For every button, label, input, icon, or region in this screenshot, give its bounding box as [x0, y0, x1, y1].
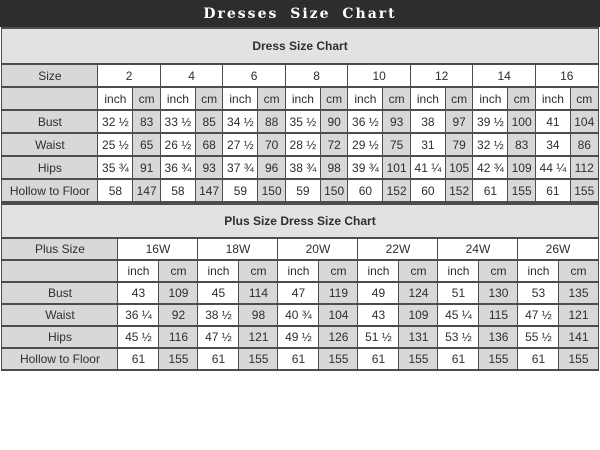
value-cell-inch: 38 [410, 110, 445, 133]
value-cell-inch: 44 ¼ [535, 156, 570, 179]
plus-size-dress-size-chart-table [1, 203, 598, 371]
value-cell-cm: 155 [559, 348, 598, 370]
value-cell-inch: 47 ½ [198, 326, 239, 348]
value-cell-inch: 26 ½ [160, 133, 195, 156]
value-cell-cm: 124 [399, 282, 438, 304]
unit-inch-cell: inch [410, 87, 445, 110]
value-cell-cm: 109 [508, 156, 536, 179]
value-cell-inch: 60 [348, 179, 383, 202]
value-cell-cm: 135 [559, 282, 598, 304]
value-cell-inch: 61 [358, 348, 399, 370]
table-title: Plus Size Dress Size Chart [2, 204, 598, 238]
size-header-cell: 2 [98, 64, 161, 87]
value-cell-cm: 155 [479, 348, 518, 370]
value-cell-cm: 130 [479, 282, 518, 304]
unit-cm-cell: cm [133, 87, 161, 110]
value-cell-cm: 100 [508, 110, 536, 133]
value-cell-cm: 93 [383, 110, 411, 133]
value-cell-cm: 115 [479, 304, 518, 326]
value-cell-inch: 61 [518, 348, 559, 370]
value-cell-cm: 90 [320, 110, 348, 133]
size-header-cell: 12 [410, 64, 473, 87]
value-cell-inch: 29 ½ [348, 133, 383, 156]
value-cell-inch: 34 [535, 133, 570, 156]
value-cell-inch: 47 [278, 282, 319, 304]
value-cell-inch: 61 [118, 348, 159, 370]
value-cell-inch: 32 ½ [473, 133, 508, 156]
value-cell-inch: 33 ½ [160, 110, 195, 133]
unit-inch-cell: inch [223, 87, 258, 110]
value-cell-inch: 43 [118, 282, 159, 304]
dress-size-chart-table [1, 27, 598, 203]
value-cell-cm: 88 [258, 110, 286, 133]
value-cell-inch: 49 [358, 282, 399, 304]
value-cell-cm: 79 [445, 133, 473, 156]
value-cell-inch: 34 ½ [223, 110, 258, 133]
size-header-cell: 4 [160, 64, 223, 87]
value-cell-inch: 43 [358, 304, 399, 326]
value-cell-inch: 39 ½ [473, 110, 508, 133]
unit-cm-cell: cm [570, 87, 598, 110]
value-cell-inch: 61 [438, 348, 479, 370]
value-cell-inch: 51 [438, 282, 479, 304]
value-cell-inch: 61 [535, 179, 570, 202]
value-cell-inch: 58 [160, 179, 195, 202]
measurement-row-label: Bust [2, 282, 118, 304]
value-cell-cm: 126 [319, 326, 358, 348]
unit-row-label [2, 87, 98, 110]
unit-inch-cell: inch [160, 87, 195, 110]
value-cell-cm: 93 [195, 156, 223, 179]
value-cell-inch: 31 [410, 133, 445, 156]
value-cell-inch: 36 ¾ [160, 156, 195, 179]
value-cell-cm: 155 [239, 348, 278, 370]
size-row-label: Plus Size [2, 238, 118, 260]
value-cell-cm: 147 [195, 179, 223, 202]
unit-inch-cell: inch [535, 87, 570, 110]
value-cell-inch: 47 ½ [518, 304, 559, 326]
unit-inch-cell: inch [518, 260, 559, 282]
unit-cm-cell: cm [559, 260, 598, 282]
value-cell-inch: 61 [198, 348, 239, 370]
value-cell-cm: 141 [559, 326, 598, 348]
measurement-row-label: Waist [2, 133, 98, 156]
value-cell-cm: 68 [195, 133, 223, 156]
unit-cm-cell: cm [320, 87, 348, 110]
value-cell-inch: 45 ¼ [438, 304, 479, 326]
value-cell-inch: 38 ½ [198, 304, 239, 326]
value-cell-cm: 114 [239, 282, 278, 304]
value-cell-cm: 147 [133, 179, 161, 202]
unit-cm-cell: cm [258, 87, 286, 110]
unit-cm-cell: cm [508, 87, 536, 110]
value-cell-cm: 83 [133, 110, 161, 133]
value-cell-inch: 59 [223, 179, 258, 202]
value-cell-inch: 25 ½ [98, 133, 133, 156]
value-cell-cm: 116 [159, 326, 198, 348]
value-cell-cm: 91 [133, 156, 161, 179]
value-cell-cm: 96 [258, 156, 286, 179]
value-cell-inch: 32 ½ [98, 110, 133, 133]
unit-row-label [2, 260, 118, 282]
size-header-cell: 6 [223, 64, 286, 87]
size-header-cell: 8 [285, 64, 348, 87]
page-title: Dresses Size Chart [203, 5, 397, 22]
value-cell-cm: 155 [508, 179, 536, 202]
value-cell-inch: 45 ½ [118, 326, 159, 348]
value-cell-inch: 59 [285, 179, 320, 202]
unit-cm-cell: cm [479, 260, 518, 282]
size-header-cell: 16W [118, 238, 198, 260]
size-header-cell: 14 [473, 64, 536, 87]
value-cell-cm: 131 [399, 326, 438, 348]
value-cell-cm: 97 [445, 110, 473, 133]
size-header-cell: 18W [198, 238, 278, 260]
value-cell-cm: 86 [570, 133, 598, 156]
value-cell-inch: 37 ¾ [223, 156, 258, 179]
value-cell-cm: 98 [320, 156, 348, 179]
size-header-cell: 22W [358, 238, 438, 260]
measurement-row-label: Hips [2, 326, 118, 348]
value-cell-cm: 155 [159, 348, 198, 370]
value-cell-cm: 104 [570, 110, 598, 133]
size-header-cell: 26W [518, 238, 598, 260]
value-cell-cm: 65 [133, 133, 161, 156]
value-cell-cm: 155 [399, 348, 438, 370]
unit-cm-cell: cm [239, 260, 278, 282]
unit-cm-cell: cm [383, 87, 411, 110]
value-cell-cm: 83 [508, 133, 536, 156]
value-cell-cm: 109 [159, 282, 198, 304]
measurement-row-label: Hollow to Floor [2, 179, 98, 202]
value-cell-inch: 35 ¾ [98, 156, 133, 179]
unit-inch-cell: inch [358, 260, 399, 282]
value-cell-cm: 136 [479, 326, 518, 348]
value-cell-cm: 72 [320, 133, 348, 156]
value-cell-cm: 152 [445, 179, 473, 202]
unit-inch-cell: inch [98, 87, 133, 110]
measurement-row-label: Bust [2, 110, 98, 133]
value-cell-cm: 104 [319, 304, 358, 326]
unit-cm-cell: cm [445, 87, 473, 110]
unit-inch-cell: inch [198, 260, 239, 282]
unit-cm-cell: cm [319, 260, 358, 282]
page-header [0, 0, 600, 27]
measurement-row-label: Hips [2, 156, 98, 179]
value-cell-inch: 27 ½ [223, 133, 258, 156]
value-cell-inch: 28 ½ [285, 133, 320, 156]
value-cell-cm: 70 [258, 133, 286, 156]
value-cell-inch: 41 ¼ [410, 156, 445, 179]
size-header-cell: 16 [535, 64, 598, 87]
measurement-row-label: Waist [2, 304, 118, 326]
value-cell-inch: 61 [278, 348, 319, 370]
value-cell-cm: 150 [320, 179, 348, 202]
unit-inch-cell: inch [473, 87, 508, 110]
size-header-cell: 20W [278, 238, 358, 260]
value-cell-inch: 36 ¼ [118, 304, 159, 326]
value-cell-inch: 53 ½ [438, 326, 479, 348]
value-cell-inch: 58 [98, 179, 133, 202]
value-cell-cm: 92 [159, 304, 198, 326]
measurement-row-label: Hollow to Floor [2, 348, 118, 370]
unit-inch-cell: inch [118, 260, 159, 282]
value-cell-cm: 150 [258, 179, 286, 202]
value-cell-inch: 38 ¾ [285, 156, 320, 179]
unit-cm-cell: cm [159, 260, 198, 282]
value-cell-cm: 75 [383, 133, 411, 156]
unit-inch-cell: inch [278, 260, 319, 282]
table-title: Dress Size Chart [2, 28, 598, 64]
value-cell-inch: 55 ½ [518, 326, 559, 348]
value-cell-inch: 60 [410, 179, 445, 202]
value-cell-cm: 109 [399, 304, 438, 326]
value-cell-inch: 49 ½ [278, 326, 319, 348]
value-cell-cm: 112 [570, 156, 598, 179]
value-cell-inch: 41 [535, 110, 570, 133]
size-header-cell: 10 [348, 64, 411, 87]
value-cell-cm: 101 [383, 156, 411, 179]
value-cell-inch: 53 [518, 282, 559, 304]
value-cell-inch: 35 ½ [285, 110, 320, 133]
value-cell-inch: 42 ¾ [473, 156, 508, 179]
value-cell-inch: 39 ¾ [348, 156, 383, 179]
value-cell-cm: 121 [559, 304, 598, 326]
value-cell-cm: 121 [239, 326, 278, 348]
unit-cm-cell: cm [399, 260, 438, 282]
value-cell-cm: 105 [445, 156, 473, 179]
value-cell-inch: 40 ¾ [278, 304, 319, 326]
value-cell-cm: 155 [570, 179, 598, 202]
value-cell-cm: 98 [239, 304, 278, 326]
value-cell-inch: 61 [473, 179, 508, 202]
value-cell-inch: 51 ½ [358, 326, 399, 348]
value-cell-inch: 45 [198, 282, 239, 304]
unit-inch-cell: inch [438, 260, 479, 282]
value-cell-cm: 119 [319, 282, 358, 304]
value-cell-cm: 155 [319, 348, 358, 370]
size-header-cell: 24W [438, 238, 518, 260]
value-cell-cm: 152 [383, 179, 411, 202]
unit-inch-cell: inch [285, 87, 320, 110]
size-row-label: Size [2, 64, 98, 87]
unit-inch-cell: inch [348, 87, 383, 110]
value-cell-inch: 36 ½ [348, 110, 383, 133]
value-cell-cm: 85 [195, 110, 223, 133]
unit-cm-cell: cm [195, 87, 223, 110]
